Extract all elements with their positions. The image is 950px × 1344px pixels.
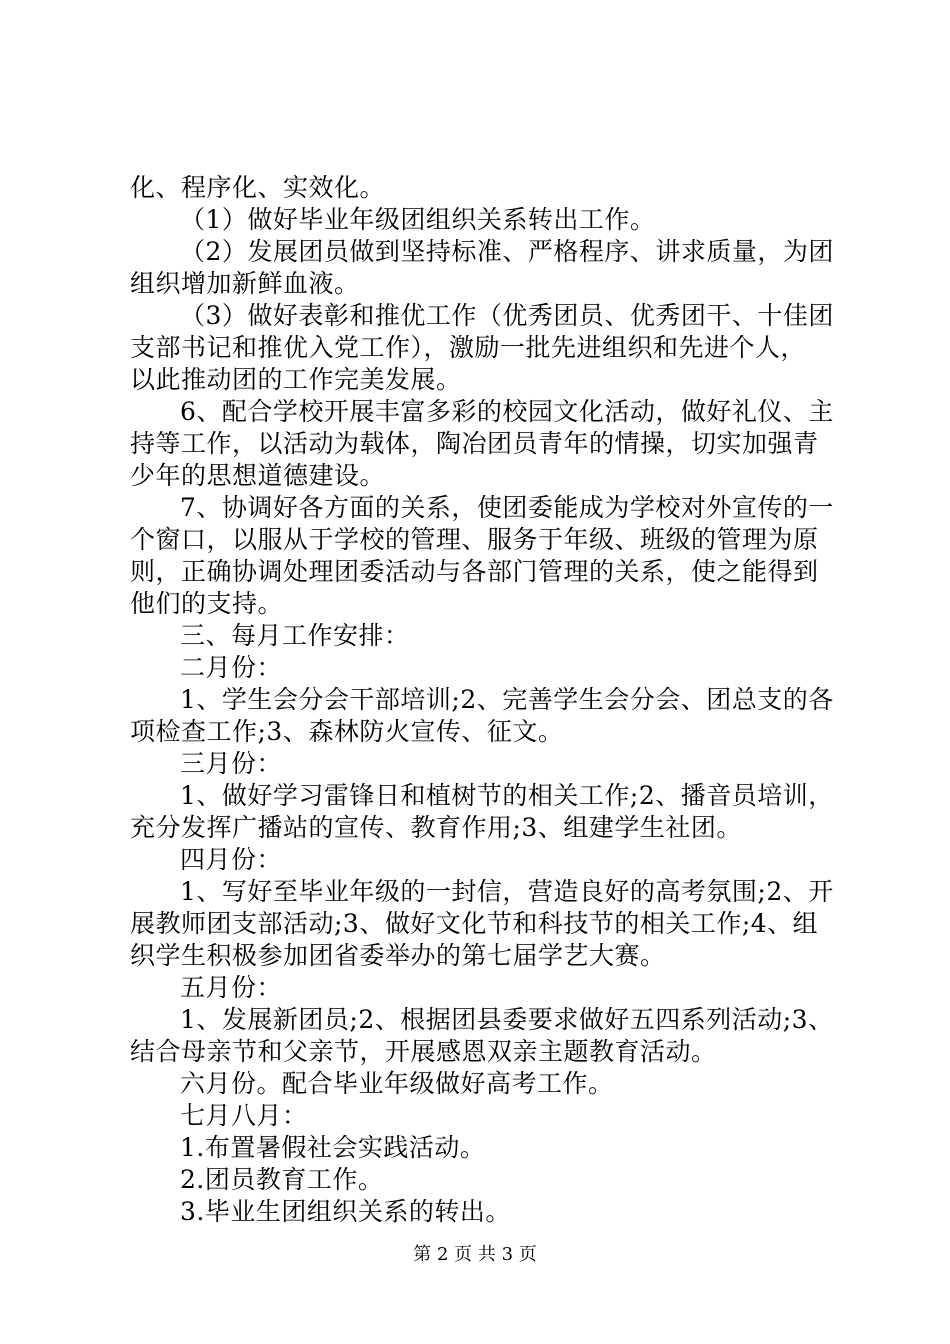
text-line: 少年的思想道德建设。 — [130, 461, 386, 490]
text-line: 结合母亲节和父亲节，开展感恩双亲主题教育活动。 — [130, 1037, 717, 1066]
text-line: （3）做好表彰和推优工作（优秀团员、优秀团干、十佳团 — [180, 301, 834, 330]
text-line: 展教师团支部活动;3、做好文化节和科技节的相关工作;4、组 — [130, 909, 819, 938]
page-number-footer: 第 2 页 共 3 页 — [413, 1244, 537, 1265]
text-line: 则，正确协调处理团委活动与各部门管理的关系，使之能得到 — [130, 557, 819, 586]
text-line: 支部书记和推优入党工作），激励一批先进组织和先进个人， — [130, 333, 807, 362]
text-line: 织学生积极参加团省委举办的第七届学艺大赛。 — [130, 941, 666, 970]
document-body — [130, 172, 834, 1228]
text-line: 七月八月： — [180, 1101, 308, 1130]
text-line: 个窗口，以服从于学校的管理、服务于年级、班级的管理为原 — [130, 525, 819, 554]
text-line: 1、做好学习雷锋日和植树节的相关工作;2、播音员培训， — [180, 781, 834, 810]
text-line: 以此推动团的工作完美发展。 — [130, 365, 462, 394]
text-line: 6、配合学校开展丰富多彩的校园文化活动，做好礼仪、主 — [180, 397, 834, 426]
text-line: 四月份： — [180, 845, 283, 874]
text-line: 1、学生会分会干部培训;2、完善学生会分会、团总支的各 — [180, 685, 834, 714]
text-line: 持等工作，以活动为载体，陶冶团员青年的情操，切实加强青 — [130, 429, 819, 458]
text-line: （1）做好毕业年级团组织关系转出工作。 — [180, 205, 656, 234]
text-line: 1、写好至毕业年级的一封信，营造良好的高考氛围;2、开 — [180, 877, 834, 906]
text-line: 化、程序化、实效化。 — [130, 173, 386, 202]
text-line: 他们的支持。 — [130, 589, 284, 618]
text-line: 组织增加新鲜血液。 — [130, 269, 360, 298]
text-line: 项检查工作;3、森林防火宣传、征文。 — [130, 717, 564, 746]
text-line: 五月份： — [180, 973, 283, 1002]
text-line: （2）发展团员做到坚持标准、严格程序、讲求质量，为团 — [180, 237, 834, 266]
text-line: 三、每月工作安排： — [180, 621, 410, 650]
text-line: 3.毕业生团组织关系的转出。 — [180, 1197, 511, 1226]
text-line: 二月份： — [180, 653, 283, 682]
text-line: 六月份。配合毕业年级做好高考工作。 — [180, 1069, 614, 1098]
text-line: 2.团员教育工作。 — [180, 1165, 384, 1194]
text-line: 三月份： — [180, 749, 283, 778]
text-line: 1、发展新团员;2、根据团县委要求做好五四系列活动;3、 — [180, 1005, 834, 1034]
text-line: 7、协调好各方面的关系，使团委能成为学校对外宣传的一 — [180, 493, 834, 522]
text-line: 充分发挥广播站的宣传、教育作用;3、组建学生社团。 — [130, 813, 742, 842]
text-line: 1.布置暑假社会实践活动。 — [180, 1133, 486, 1162]
